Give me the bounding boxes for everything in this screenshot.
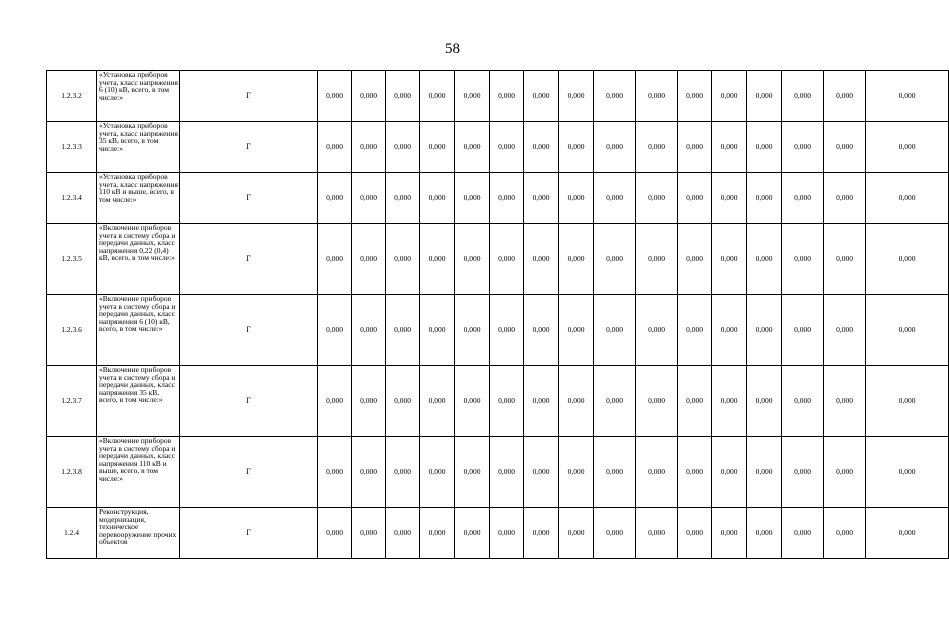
row-value: 0,000 <box>420 508 455 559</box>
row-value: 0,000 <box>594 508 636 559</box>
row-value: 0,000 <box>594 224 636 295</box>
row-value: 0,000 <box>782 173 824 224</box>
row-value: 0,000 <box>318 508 352 559</box>
row-value: 0,000 <box>490 437 524 508</box>
row-value: 0,000 <box>866 295 949 366</box>
row-value: 0,000 <box>490 508 524 559</box>
row-value: 0,000 <box>712 122 747 173</box>
row-value: 0,000 <box>594 295 636 366</box>
row-value: 0,000 <box>866 122 949 173</box>
row-value: 0,000 <box>386 173 420 224</box>
row-value: 0,000 <box>636 508 678 559</box>
table-row <box>47 508 949 559</box>
row-value: 0,000 <box>318 437 352 508</box>
row-unit: Г <box>180 437 318 508</box>
row-value: 0,000 <box>782 122 824 173</box>
row-value: 0,000 <box>824 71 866 122</box>
row-value: 0,000 <box>455 224 490 295</box>
row-value: 0,000 <box>524 508 559 559</box>
row-value: 0,000 <box>824 366 866 437</box>
table-row <box>47 122 949 173</box>
row-value: 0,000 <box>678 122 712 173</box>
row-value: 0,000 <box>747 224 782 295</box>
row-value: 0,000 <box>352 437 386 508</box>
row-value: 0,000 <box>678 295 712 366</box>
row-unit: Г <box>180 366 318 437</box>
row-value: 0,000 <box>524 71 559 122</box>
row-value: 0,000 <box>559 71 594 122</box>
row-value: 0,000 <box>747 122 782 173</box>
row-value: 0,000 <box>420 295 455 366</box>
row-value: 0,000 <box>782 224 824 295</box>
row-value: 0,000 <box>318 122 352 173</box>
row-value: 0,000 <box>824 224 866 295</box>
row-value: 0,000 <box>490 224 524 295</box>
row-value: 0,000 <box>747 437 782 508</box>
row-value: 0,000 <box>490 173 524 224</box>
row-value: 0,000 <box>455 71 490 122</box>
row-value: 0,000 <box>490 295 524 366</box>
row-value: 0,000 <box>559 437 594 508</box>
row-value: 0,000 <box>386 508 420 559</box>
row-value: 0,000 <box>866 508 949 559</box>
row-value: 0,000 <box>490 122 524 173</box>
row-unit: Г <box>180 224 318 295</box>
row-code: 1.2.3.5 <box>47 224 97 295</box>
row-value: 0,000 <box>524 295 559 366</box>
row-description: «Включение приборов учета в систему сбора и передачи данных, класс напряжения 110 кВ и выше, всего, в том числе:» <box>97 437 180 508</box>
row-description: «Включение приборов учета в систему сбора и передачи данных, класс напряжения 6 (10) кВ, всего, в том числе:» <box>97 295 180 366</box>
row-code: 1.2.3.8 <box>47 437 97 508</box>
row-value: 0,000 <box>420 366 455 437</box>
row-value: 0,000 <box>712 437 747 508</box>
row-value: 0,000 <box>559 295 594 366</box>
row-value: 0,000 <box>636 122 678 173</box>
row-value: 0,000 <box>636 71 678 122</box>
row-value: 0,000 <box>678 71 712 122</box>
row-value: 0,000 <box>352 295 386 366</box>
row-value: 0,000 <box>747 71 782 122</box>
row-value: 0,000 <box>866 366 949 437</box>
row-value: 0,000 <box>420 71 455 122</box>
row-value: 0,000 <box>420 224 455 295</box>
row-value: 0,000 <box>824 295 866 366</box>
row-value: 0,000 <box>386 295 420 366</box>
row-value: 0,000 <box>594 71 636 122</box>
row-value: 0,000 <box>866 224 949 295</box>
row-description: «Установка приборов учета, класс напряжения 6 (10) кВ, всего, в том числе:» <box>97 71 180 122</box>
row-value: 0,000 <box>678 437 712 508</box>
row-value: 0,000 <box>524 122 559 173</box>
table-row <box>47 224 949 295</box>
table-row <box>47 71 949 122</box>
row-value: 0,000 <box>712 71 747 122</box>
row-description: «Установка приборов учета, класс напряжения 110 кВ и выше, всего, в том числе:» <box>97 173 180 224</box>
row-value: 0,000 <box>712 224 747 295</box>
row-value: 0,000 <box>524 173 559 224</box>
row-value: 0,000 <box>352 508 386 559</box>
row-value: 0,000 <box>455 173 490 224</box>
row-value: 0,000 <box>420 173 455 224</box>
row-value: 0,000 <box>594 173 636 224</box>
row-value: 0,000 <box>594 122 636 173</box>
row-value: 0,000 <box>866 437 949 508</box>
row-value: 0,000 <box>782 71 824 122</box>
row-value: 0,000 <box>559 366 594 437</box>
row-value: 0,000 <box>866 71 949 122</box>
row-value: 0,000 <box>524 224 559 295</box>
row-value: 0,000 <box>824 437 866 508</box>
row-value: 0,000 <box>636 366 678 437</box>
row-value: 0,000 <box>636 437 678 508</box>
row-value: 0,000 <box>386 366 420 437</box>
row-code: 1.2.3.4 <box>47 173 97 224</box>
row-value: 0,000 <box>524 366 559 437</box>
row-value: 0,000 <box>824 173 866 224</box>
row-value: 0,000 <box>712 508 747 559</box>
investment-table <box>46 70 949 559</box>
row-value: 0,000 <box>559 173 594 224</box>
row-value: 0,000 <box>318 173 352 224</box>
row-value: 0,000 <box>747 173 782 224</box>
row-value: 0,000 <box>594 437 636 508</box>
row-unit: Г <box>180 295 318 366</box>
row-value: 0,000 <box>678 224 712 295</box>
row-value: 0,000 <box>386 122 420 173</box>
row-value: 0,000 <box>782 366 824 437</box>
row-code: 1.2.3.6 <box>47 295 97 366</box>
row-value: 0,000 <box>559 122 594 173</box>
row-value: 0,000 <box>524 437 559 508</box>
row-value: 0,000 <box>678 173 712 224</box>
page-number: 58 <box>445 41 460 57</box>
row-value: 0,000 <box>782 437 824 508</box>
row-value: 0,000 <box>455 295 490 366</box>
row-value: 0,000 <box>712 366 747 437</box>
table-row <box>47 366 949 437</box>
table-row <box>47 437 949 508</box>
row-value: 0,000 <box>455 122 490 173</box>
row-value: 0,000 <box>678 508 712 559</box>
row-value: 0,000 <box>747 366 782 437</box>
row-unit: Г <box>180 173 318 224</box>
row-value: 0,000 <box>636 295 678 366</box>
row-code: 1.2.3.3 <box>47 122 97 173</box>
row-value: 0,000 <box>386 71 420 122</box>
row-value: 0,000 <box>747 295 782 366</box>
row-value: 0,000 <box>678 366 712 437</box>
row-code: 1.2.3.2 <box>47 71 97 122</box>
row-value: 0,000 <box>420 437 455 508</box>
row-value: 0,000 <box>824 122 866 173</box>
row-unit: Г <box>180 71 318 122</box>
row-value: 0,000 <box>352 366 386 437</box>
table-row <box>47 173 949 224</box>
row-description: Реконструкция, модернизация, техническое перевооружение прочих объектов <box>97 508 180 559</box>
row-description: «Включение приборов учета в систему сбора и передачи данных, класс напряжения 35 кВ, всего, в том числе:» <box>97 366 180 437</box>
row-code: 1.2.4 <box>47 508 97 559</box>
row-value: 0,000 <box>782 295 824 366</box>
row-value: 0,000 <box>386 224 420 295</box>
row-value: 0,000 <box>559 224 594 295</box>
row-value: 0,000 <box>490 366 524 437</box>
row-value: 0,000 <box>352 122 386 173</box>
table-row <box>47 295 949 366</box>
row-value: 0,000 <box>318 366 352 437</box>
row-value: 0,000 <box>712 173 747 224</box>
row-value: 0,000 <box>352 224 386 295</box>
row-value: 0,000 <box>318 295 352 366</box>
row-value: 0,000 <box>594 366 636 437</box>
row-value: 0,000 <box>386 437 420 508</box>
row-unit: Г <box>180 508 318 559</box>
row-value: 0,000 <box>352 71 386 122</box>
row-description: «Включение приборов учета в систему сбора и передачи данных, класс напряжения 0,22 (0,4) кВ, всего, в том числе:» <box>97 224 180 295</box>
row-value: 0,000 <box>824 508 866 559</box>
row-value: 0,000 <box>455 437 490 508</box>
row-value: 0,000 <box>747 508 782 559</box>
row-value: 0,000 <box>636 224 678 295</box>
row-value: 0,000 <box>455 508 490 559</box>
row-value: 0,000 <box>318 71 352 122</box>
row-value: 0,000 <box>455 366 490 437</box>
row-value: 0,000 <box>352 173 386 224</box>
row-value: 0,000 <box>490 71 524 122</box>
row-value: 0,000 <box>559 508 594 559</box>
row-value: 0,000 <box>866 173 949 224</box>
row-value: 0,000 <box>420 122 455 173</box>
row-code: 1.2.3.7 <box>47 366 97 437</box>
row-value: 0,000 <box>712 295 747 366</box>
row-value: 0,000 <box>636 173 678 224</box>
row-value: 0,000 <box>318 224 352 295</box>
row-unit: Г <box>180 122 318 173</box>
row-value: 0,000 <box>782 508 824 559</box>
row-description: «Установка приборов учета, класс напряжения 35 кВ, всего, в том числе:» <box>97 122 180 173</box>
